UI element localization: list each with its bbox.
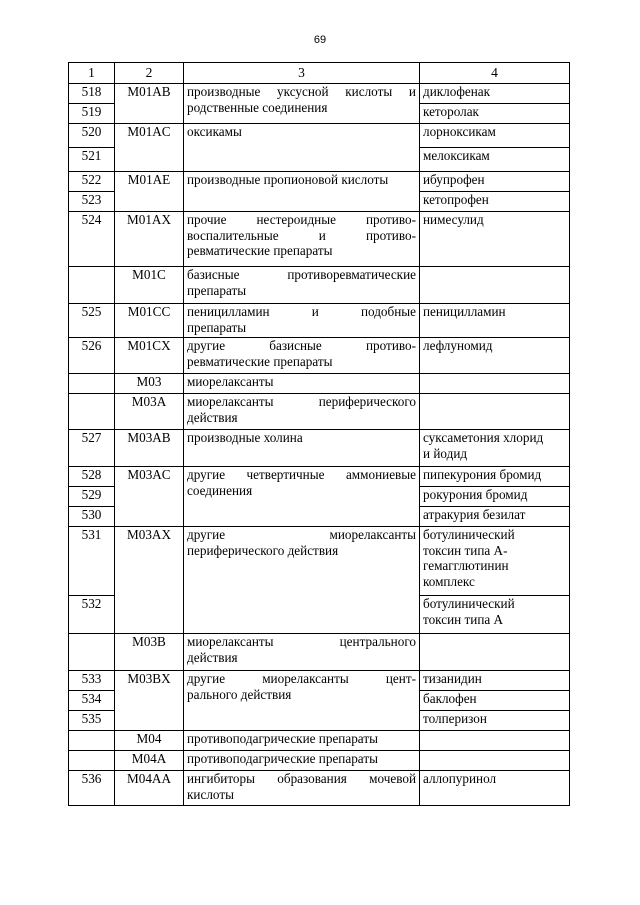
atc-code: M03A — [115, 394, 184, 430]
group-description: другие базисные противо- ревматические препараты — [184, 338, 420, 374]
row-number: 531 — [69, 527, 115, 596]
group-description: оксикамы — [184, 124, 420, 172]
table-row — [69, 671, 570, 691]
group-description: миорелаксанты периферического действия — [184, 394, 420, 430]
table-row — [69, 430, 570, 467]
atc-code: M01AE — [115, 172, 184, 212]
group-description: пеницилламин и подобные препараты — [184, 304, 420, 338]
atc-code: M01AX — [115, 212, 184, 267]
drug-name: аллопуринол — [420, 771, 570, 806]
row-number: 518 — [69, 84, 115, 104]
row-number: 525 — [69, 304, 115, 338]
drug-name: кетопрофен — [420, 192, 570, 212]
drug-name: пеницилламин — [420, 304, 570, 338]
drug-name: атракурия безилат — [420, 507, 570, 527]
row-number: 534 — [69, 691, 115, 711]
group-description: прочие нестероидные противо- воспалительные и противо- ревматические препараты — [184, 212, 420, 267]
header-col-3: 3 — [184, 63, 420, 84]
atc-code: M04A — [115, 751, 184, 771]
drug-name: диклофенак — [420, 84, 570, 104]
group-description: базисные противоревматические препараты — [184, 267, 420, 304]
drug-name: кеторолак — [420, 104, 570, 124]
atc-code: M03BX — [115, 671, 184, 731]
atc-code: M03 — [115, 374, 184, 394]
row-number: 524 — [69, 212, 115, 267]
atc-code: M01CC — [115, 304, 184, 338]
atc-code: M01AC — [115, 124, 184, 172]
group-description: другие четвертичные аммониевые соединения — [184, 467, 420, 527]
drug-name: суксаметония хлорид и йодид — [420, 430, 570, 467]
row-number: 520 — [69, 124, 115, 148]
group-description: миорелаксанты — [184, 374, 420, 394]
atc-code: M03AB — [115, 430, 184, 467]
atc-code: M03B — [115, 634, 184, 671]
table-row — [69, 267, 570, 304]
row-number: 519 — [69, 104, 115, 124]
drug-name: тизанидин — [420, 671, 570, 691]
row-number: 522 — [69, 172, 115, 192]
table-row — [69, 467, 570, 487]
row-number: 529 — [69, 487, 115, 507]
group-description: другие миорелаксанты периферического действия — [184, 527, 420, 634]
atc-code: M04AA — [115, 771, 184, 806]
group-description: миорелаксанты центрального действия — [184, 634, 420, 671]
drug-classification-table — [68, 62, 570, 806]
row-number: 536 — [69, 771, 115, 806]
header-col-4: 4 — [420, 63, 570, 84]
drug-name: лефлуномид — [420, 338, 570, 374]
drug-name: толперизон — [420, 711, 570, 731]
drug-name: пипекурония бромид — [420, 467, 570, 487]
atc-code: M01C — [115, 267, 184, 304]
table-row — [69, 771, 570, 806]
table-row — [69, 527, 570, 596]
atc-code: M01AB — [115, 84, 184, 124]
table-row — [69, 338, 570, 374]
table-row — [69, 212, 570, 267]
drug-name: лорноксикам — [420, 124, 570, 148]
table-row — [69, 394, 570, 430]
row-number: 535 — [69, 711, 115, 731]
drug-name: нимесулид — [420, 212, 570, 267]
drug-name: мелоксикам — [420, 148, 570, 172]
row-number: 526 — [69, 338, 115, 374]
drug-name: ботулинический токсин типа А — [420, 596, 570, 634]
row-number: 527 — [69, 430, 115, 467]
drug-name: рокурония бромид — [420, 487, 570, 507]
group-description: другие миорелаксанты цент- рального действия — [184, 671, 420, 731]
atc-code: M01CX — [115, 338, 184, 374]
atc-code: M03AX — [115, 527, 184, 634]
table-row — [69, 172, 570, 192]
drug-name: ибупрофен — [420, 172, 570, 192]
table-row — [69, 731, 570, 751]
row-number: 532 — [69, 596, 115, 634]
group-description: производные холина — [184, 430, 420, 467]
table-row — [69, 634, 570, 671]
group-description: производные уксусной кислоты и родственные соединения — [184, 84, 420, 124]
row-number: 528 — [69, 467, 115, 487]
atc-code: M04 — [115, 731, 184, 751]
group-description: ингибиторы образования мочевой кислоты — [184, 771, 420, 806]
header-col-1: 1 — [69, 63, 115, 84]
group-description: противоподагрические препараты — [184, 731, 420, 751]
table-row — [69, 304, 570, 338]
header-col-2: 2 — [115, 63, 184, 84]
group-description: противоподагрические препараты — [184, 751, 420, 771]
row-number: 530 — [69, 507, 115, 527]
header-row — [69, 63, 570, 84]
table-row — [69, 84, 570, 104]
atc-code: M03AC — [115, 467, 184, 527]
row-number: 533 — [69, 671, 115, 691]
page-number: 69 — [313, 34, 327, 46]
row-number: 523 — [69, 192, 115, 212]
group-description: производные пропионовой кислоты — [184, 172, 420, 212]
table-row — [69, 124, 570, 148]
drug-name: ботулинический токсин типа А- гемагглютинин комплекс — [420, 527, 570, 596]
table-row — [69, 374, 570, 394]
table-row — [69, 751, 570, 771]
row-number: 521 — [69, 148, 115, 172]
drug-name: баклофен — [420, 691, 570, 711]
